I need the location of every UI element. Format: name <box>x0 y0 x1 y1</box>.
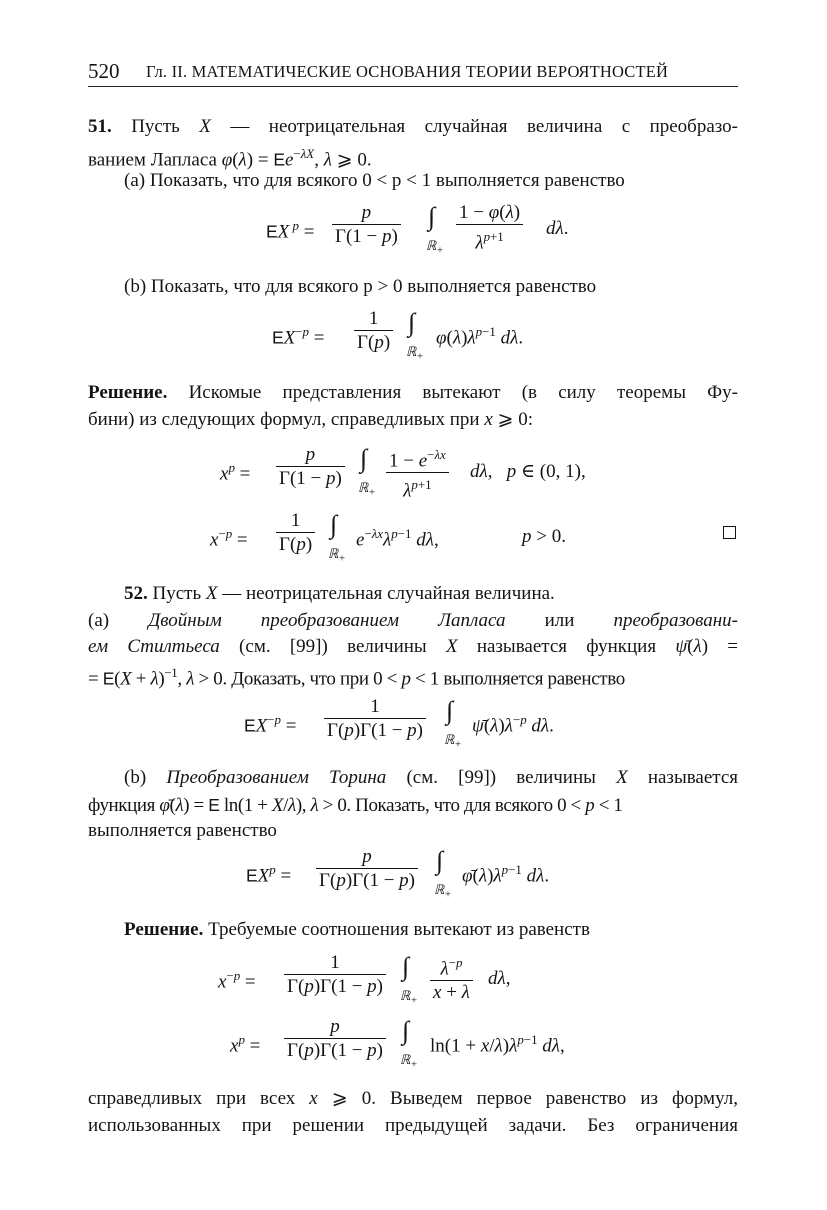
p51-solution-line1 <box>88 381 738 405</box>
chapter-title: Гл. II. МАТЕМАТИЧЕСКИЕ ОСНОВАНИЯ ТЕОРИИ ВЕРОЯТНОСТЕЙ <box>146 62 669 81</box>
p52-a-line3: = $E(X + \lambda)^{-1}$, λ > 0. Доказать, что при 0 < p < 1 выполняется равенство <box>88 665 625 690</box>
p51-part-b: (b) Показать, что для всякого p > 0 выполняется равенство <box>124 276 597 297</box>
p51-eq-b: $EX^{-p}$ = $\frac{1}{\Gamma(p)}$ ∫ ℝ$_+$ $\varphi(\lambda)\lambda^{p-1}$ dλ. <box>272 308 524 363</box>
p51-number: 51. <box>88 116 112 137</box>
p52-a-line1: (a) Двойным преобразованием Лапласа или преобразовани- <box>88 610 739 631</box>
p51-solution-label: Решение. <box>88 382 168 403</box>
p52-solution-label: Решение. <box>124 919 204 940</box>
p51-part-a: (a) Показать, что для всякого 0 < p < 1 выполняется равенство <box>124 170 625 191</box>
p52-b-line2: функция φ̄(λ) = E ln(1 + X/λ), λ > 0. Показать, что для всякого 0 < p < 1 <box>88 795 623 816</box>
p52-number: 52. <box>124 583 148 604</box>
p51-text1: Пусть X — неотрицательная случайная величина с преобразо- <box>131 116 739 137</box>
p52-b-line3: выполняется равенство <box>88 820 277 841</box>
p52-sol-eq2: $x^p$ = $\frac{p}{\Gamma(p)\Gamma(1 - p)}$ ∫ ℝ$_+$ $\ln(1 + x/\lambda)\lambda^{p-1}$ dλ, <box>230 1016 565 1071</box>
closing-line2: использованных при решении предыдущей задачи. Без ограничения <box>88 1115 738 1136</box>
p52-solution-text1: Требуемые соотношения вытекают из равенств <box>208 919 590 940</box>
p51-solution-text1: Искомые представления вытекают (в силу теоремы Фу- <box>188 382 739 403</box>
p51-sol-eq1: $x^p$ = $\frac{p}{\Gamma(1 - p)}$ ∫ ℝ$_+$ $\frac{1 - e^{-\lambda x}}{\lambda^{p+1}}$ dλ, p ∈ (0, 1), <box>220 444 586 502</box>
p52-solution-line1 <box>124 918 590 942</box>
running-header <box>88 57 738 87</box>
p52-eq-a: $EX^{-p}$ = $\frac{1}{\Gamma(p)\Gamma(1 - p)}$ ∫ ℝ$_+$ $\psī(\lambda)\lambda^{-p}$ dλ. <box>244 696 554 751</box>
p51-eq-a: EX $^p$ = $\frac{p}{\Gamma(1 - p)}$ ∫ ℝ$_+$ $\frac{1 - \varphi(\lambda)}{\lambda^{p+1}}$ dλ. <box>266 202 569 257</box>
p51-solution-line2: бини) из следующих формул, справедливых при x ⩾ 0: <box>88 409 533 430</box>
p52-b-line1: (b) Преобразованием Торина (см. [99]) величины X называется <box>124 767 738 788</box>
header-rule <box>88 86 738 87</box>
page-number: 520 <box>88 59 120 83</box>
p52-line1: 52. Пусть X — неотрицательная случайная величина. <box>124 583 555 604</box>
p51-line2: ванием Лапласа $\varphi(\lambda) = Ee^{-\lambda X}$, λ ⩾ 0. <box>88 146 372 171</box>
p52-sol-eq1: $x^{-p}$ = $\frac{1}{\Gamma(p)\Gamma(1 - p)}$ ∫ ℝ$_+$ $\frac{\lambda^{-p}}{x + \lambda}$ dλ, <box>218 952 511 1007</box>
closing-line1: справедливых при всех x ⩾ 0. Выведем первое равенство из формул, <box>88 1088 738 1109</box>
p52-a-line2: ем Стилтьеса (см. [99]) величины X называется функция ψ̄(λ) = <box>88 636 739 657</box>
p52-eq-b: $EX^p$ = $\frac{p}{\Gamma(p)\Gamma(1 - p)}$ ∫ ℝ$_+$ $\varphī(\lambda)\lambda^{p-1}$ dλ. <box>246 846 550 901</box>
qed-square <box>723 526 736 539</box>
p51-sol-eq2: $x^{-p}$ = $\frac{1}{\Gamma(p)}$ ∫ ℝ$_+$ $e^{-\lambda x}\lambda^{p-1}$ dλ, p > 0. <box>210 510 566 565</box>
p51-line1 <box>88 115 738 139</box>
